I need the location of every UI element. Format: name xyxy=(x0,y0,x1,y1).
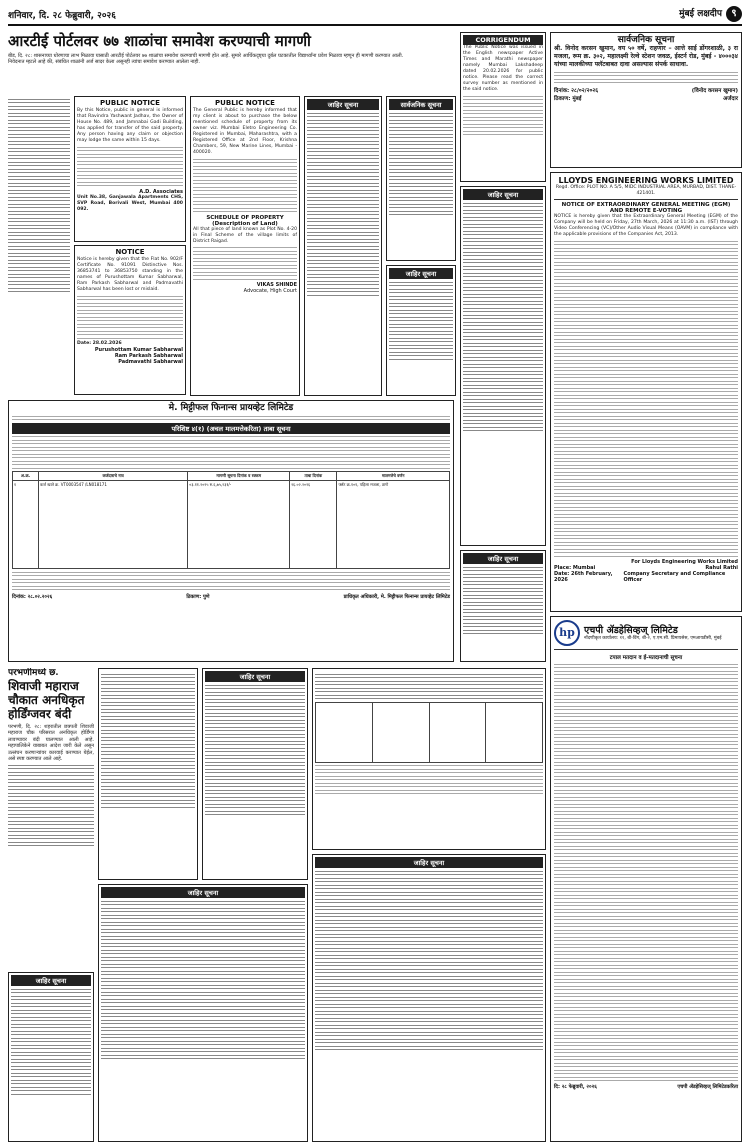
notice-heading: जाहिर सूचना xyxy=(205,671,305,682)
jahir-suchana-bottom-right xyxy=(312,854,546,1142)
possession-table xyxy=(12,471,450,569)
table-row xyxy=(316,702,543,762)
company-name: एचपी ॲडहेसिव्हज् लिमिटेड xyxy=(584,624,678,636)
hp-adhesives-notice xyxy=(550,616,742,1142)
notice-signer-2: Ram Parkash Sabharwal xyxy=(114,353,183,359)
notice-heading: जाहिर सूचना xyxy=(463,553,543,564)
company-name: मे. मिट्टीफल फिनान्स प्रायव्हेट लिमिटेड xyxy=(168,403,294,413)
notice-title: सार्वजनिक सूचना xyxy=(617,35,675,45)
jahir-suchana-lower-2 xyxy=(202,668,308,880)
notice-signer: VIKAS SHINDE xyxy=(256,282,297,288)
footer-date: दिनांक: २८.०२.२०२६ xyxy=(12,594,53,600)
jahir-suchana-bottom-center xyxy=(98,884,308,1142)
signer-role: Advocate, High Court xyxy=(243,288,297,294)
jahir-suchana-column-1 xyxy=(304,96,382,396)
notice-body: श्री. विनोद करसन खुमान, वय ५० वर्षे, राहणार – आत्ते साई डोंगरशाळी, ३ रा मजला, रूम क्र. ३०२, महालक्ष्मी रेल्वे स्टेशन जवळ, ईस्टर्न रोड, मुंबई - ४०००३४ यांच्या मालकीच्या फ्लॅटबाबत दावा असल्यास संपर्क साधावा. xyxy=(554,45,738,68)
col-header: ताबा दिनांक xyxy=(290,472,337,481)
table-cell: ०३.११.२०२५ रु.६,७५,२३१/- xyxy=(188,481,290,569)
notice-heading: जाहिर सूचना xyxy=(463,189,543,200)
notice-heading: जाहिर सूचना xyxy=(11,975,91,986)
notice-body: The General Public is hereby informed that my client is about to purchase the below mentioned schedule of property from its owner viz. Mumbai Eletro Engineering Co. Registered in Mumbai, Maharashtra, with a Registered Office at 2nd Floor, Krishna Chambers, 59, New Marine Lines, Mumbai - 400020. xyxy=(193,108,297,155)
egm-date: Date: 26th February, 2026 xyxy=(554,571,613,583)
col-header: मागणी सूचना दिनांक व रक्कम xyxy=(188,472,290,481)
schedule-body: All that piece of land known as Plot No. 4-20 in Final Scheme of the village limits of District Raigad. xyxy=(193,226,297,244)
story-headline: शिवाजी महाराज चौकात अनधिकृत होर्डिंग्जवर बंदी xyxy=(8,679,85,721)
col-header: मालमत्तेचे वर्णन xyxy=(337,472,450,481)
notice-body: By this Notice, public in general is informed that Ravindra Yashwant Jadhav, the Owner of House No. 489, and Jamnabai Gadi Building, has applied for transfer of the said property. Any person having any claim or objection may lodge the same within 15 days. xyxy=(77,108,183,143)
notice-date: दिनांक: २८/०२/२०२६ xyxy=(554,87,599,94)
notice-title: टपाल मतदान व ई-मतदानाची सूचना xyxy=(609,655,683,661)
jahir-suchana-bottom-left xyxy=(8,972,94,1142)
notice-heading: जाहिर सूचना xyxy=(101,887,305,898)
table-cell: २६.०२.२०२६ xyxy=(290,481,337,569)
footer-sign: प्राधिकृत अधिकारी, मे. मिट्टीफल फिनान्स प्रायव्हेट लिमिटेड xyxy=(343,594,450,600)
notice-date: दि: २८ फेब्रुवारी, २०२६ xyxy=(554,1083,597,1090)
egm-signer: For Lloyds Engineering Works Limited xyxy=(631,559,738,565)
schedule-subtitle: (Description of Land) xyxy=(212,220,278,227)
lloyds-egm-notice xyxy=(550,172,742,612)
sarvajanik-suchana-khuman xyxy=(550,32,742,168)
masthead: मुंबई लक्षदीप ९ xyxy=(679,6,742,22)
page-header xyxy=(8,4,742,26)
jahir-suchana-middle-right xyxy=(460,550,546,662)
notice-role: अर्जदार xyxy=(723,95,738,102)
notice-title: NOTICE xyxy=(115,248,145,256)
egm-sign-role: Company Secretary and Compliance Officer xyxy=(623,571,726,583)
corrigendum-title: CORRIGENDUM xyxy=(463,35,543,45)
corrigendum xyxy=(460,32,546,182)
footer-place: ठिकाण: पुणे xyxy=(186,594,210,600)
notice-signer: एचपी ॲडहेसिव्हज् लिमिटेडकरिता xyxy=(677,1083,738,1090)
egm-sign-name: Rahul Rathi xyxy=(705,565,738,571)
public-notice-property xyxy=(190,96,300,396)
issue-date: शनिवार, दि. २८ फेब्रुवारी, २०२६ xyxy=(8,10,116,21)
lead-headline: आरटीई पोर्टलवर ७७ शाळांचा समावेश करण्याची मागणी xyxy=(8,32,311,50)
story-kicker: परभणीमध्ये छ. xyxy=(8,668,59,678)
table-header-row xyxy=(13,472,450,481)
notice-address: Unit No.38, Ganjawala Apartments CHS, SVP Road, Borivali West, Mumbai 400 092. xyxy=(77,194,183,212)
shivaji-story xyxy=(8,668,94,968)
lead-column xyxy=(8,96,70,396)
schedule-title: SCHEDULE OF PROPERTY xyxy=(206,214,284,221)
table-cell: १ xyxy=(13,481,39,569)
lead-story xyxy=(8,32,528,94)
notice-title: PUBLIC NOTICE xyxy=(215,99,275,107)
table-cell: कर्ज खाते क्र. VT0003547 /LN018171 xyxy=(38,481,187,569)
col-header: कर्जदाराचे नाव xyxy=(38,472,187,481)
possession-notice-mittifal xyxy=(8,400,454,662)
jahir-suchana-middle xyxy=(386,265,456,396)
company-address: Regd. Office: PLOT NO. A 5/5, MIDC INDUSTRIAL AREA, MURBAD, DIST. THANE- 421401. xyxy=(555,185,737,196)
col-header: अ.क्र. xyxy=(13,472,39,481)
bank-possession-notice xyxy=(312,668,546,850)
notice-heading: जाहिर सूचना xyxy=(307,99,379,110)
notice-heading: सार्वजनिक सूचना xyxy=(389,99,453,110)
notice-title: PUBLIC NOTICE xyxy=(100,99,160,107)
jahir-suchana-right-column xyxy=(460,186,546,546)
egm-body: NOTICE is hereby given that the Extraordinary General Meeting (EGM) of the Company will be held on Friday, 27th March, 2026 at 11:30 a.m. (IST) through Video Conferencing (VC)/Other Audio Visual Means (OAVM) in compliance with the applicable provisions of the Companies Act, 2013. xyxy=(554,214,738,237)
page-number: ९ xyxy=(726,6,742,22)
lead-intro: बीड, दि. २८: शासनाच्या धोरणाचा लाभ मिळावा यासाठी आरटीई पोर्टलवर ७७ शाळांचा समावेश करण्याची मागणी होत आहे. सुमारे आर्थिकदृष्ट्या दुर्बल घटकातील विद्यार्थ्यांना प्रवेश मिळावा म्हणून ही मागणी करण्यात आली. xyxy=(8,53,404,59)
notice-date: Date: 28.02.2026 xyxy=(77,341,122,346)
notice-share-certificate xyxy=(74,245,186,395)
notice-section: परिशिष्ट ४(१) (अचल मालमत्तेकरिता) ताबा सूचना xyxy=(12,423,450,434)
notice-heading: जाहिर सूचना xyxy=(389,268,453,279)
corrigendum-body: The Public Notice was issued in the English newspaper Active Times and Marathi newspaper namely Mumbai Lakshadeep dated 20.02.2026 for public notice. Please read the correct survey number as mentioned in the said notice. xyxy=(463,45,543,92)
table-row xyxy=(13,481,450,569)
egm-place: Place: Mumbai xyxy=(554,565,596,571)
public-notice-ad-associates xyxy=(74,96,186,242)
sarvajanik-suchana-middle xyxy=(386,96,456,261)
notice-signer-1: Purushottam Kumar Sabharwal xyxy=(94,347,183,353)
notice-signer: (विनोद करसन खुमान) xyxy=(691,87,738,94)
notice-body: Notice is hereby given that the Flat No. 902/F Certificate No. 91091 Distinctive Nos. 36853741 to 36853750 standing in the names of Purushottam Kumar Sabharwal, Ram Parkash Sabharwal and Padmavathi Sabharwal has been lost or mislaid. xyxy=(77,257,183,292)
notice-heading: जाहिर सूचना xyxy=(315,857,543,868)
notice-signer-3: Padmavathi Sabharwal xyxy=(118,359,183,365)
hp-logo: hp xyxy=(554,620,580,646)
company-address: नोंदणीकृत कार्यालय: ११, बी-विंग, बी-२, ए.एम.सी. प्रिमायसेस, एमआयडीसी, मुंबई xyxy=(584,635,722,641)
story-body: परभणी, दि. २८: शहरातील छत्रपती शिवाजी महाराज चौक परिसरात अनधिकृत होर्डिंग्ज लावण्यावर बंदी घालण्यात आली आहे. महापालिकेने याबाबत आदेश जारी केले असून उल्लंघन करणाऱ्यांवर कारवाई करण्यात येईल, असे स्पष्ट करण्यात आले आहे. xyxy=(8,724,94,763)
company-name: LLOYDS ENGINEERING WORKS LIMITED xyxy=(558,176,734,185)
egm-title: NOTICE OF EXTRAORDINARY GENERAL MEETING (EGM) AND REMOTE E-VOTING xyxy=(561,202,731,214)
notice-signer: A.D. Associates xyxy=(139,188,183,195)
table-cell: फ्लॅट क्र.१०१, पहिला मजला, ठाणे xyxy=(337,481,450,569)
notice-place: ठिकाण: मुंबई xyxy=(554,95,582,102)
jahir-suchana-lower-1 xyxy=(98,668,198,880)
lead-kicker: निवेदनात म्हटले आहे की, संबंधित शाळांनी अर्ज सादर केला असूनही त्यांचा समावेश करण्यात आलेला नाही. xyxy=(8,59,200,66)
bank-table xyxy=(315,702,543,763)
